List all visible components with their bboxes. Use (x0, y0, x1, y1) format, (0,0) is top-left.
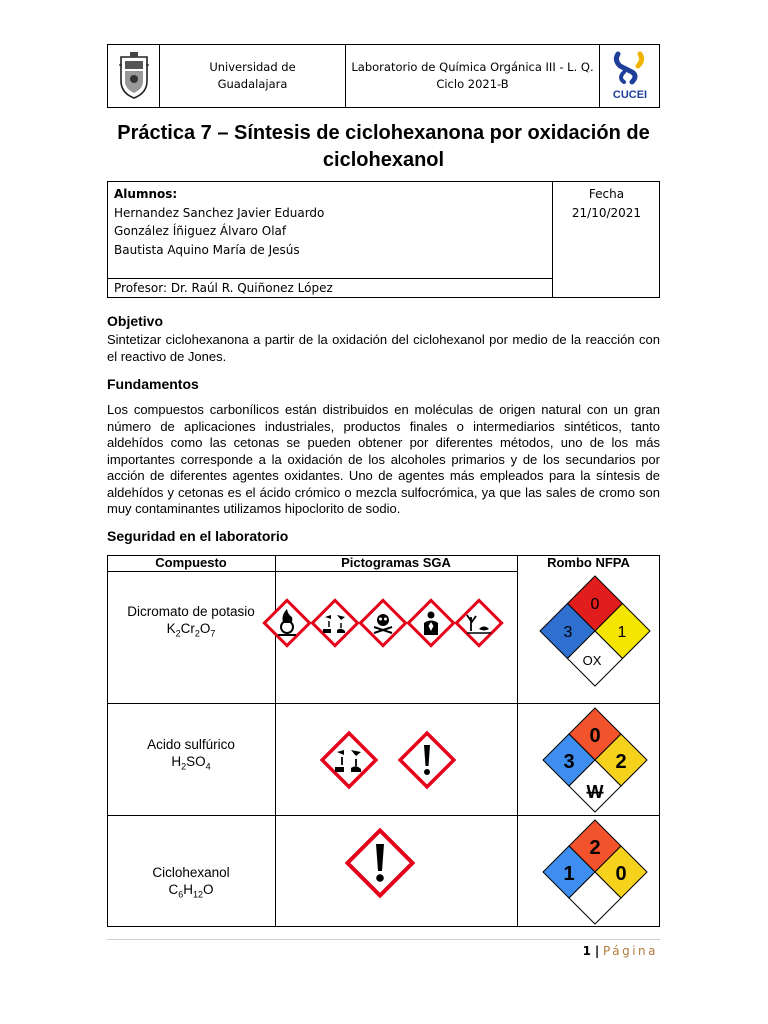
footer-separator: | (594, 944, 600, 958)
nfpa-diamond-row-1 (539, 575, 651, 687)
university-seal-logo (108, 45, 160, 107)
student-name: González Íñiguez Álvaro Olaf (114, 224, 287, 238)
date-label: Fecha (588, 187, 625, 201)
ghs-pictograms-row-2 (312, 730, 472, 790)
skull-icon (360, 600, 405, 645)
compound-formula: $H_2SO_4$ (171, 754, 211, 772)
student-info-box (107, 181, 660, 298)
compound-formula: $C_6H_{12}O$ (168, 882, 214, 900)
course-name: Laboratorio de Química Orgánica III - L. Q. Ciclo 2021-B (346, 45, 600, 107)
university-name: Universidad de Guadalajara (160, 45, 346, 107)
environment-icon (456, 600, 501, 645)
safety-heading: Seguridad en el laboratorio (107, 528, 289, 544)
page-title: Práctica 7 – Síntesis de ciclohexanona por oxidación de ciclohexanol (117, 122, 650, 171)
nfpa-reactivity: 2 (615, 751, 627, 773)
objective-heading: Objetivo (107, 313, 164, 329)
nfpa-diamond-row-2 (539, 707, 651, 813)
nfpa-flammability: 0 (590, 596, 600, 613)
nfpa-special: W (586, 782, 604, 802)
nfpa-health: 3 (563, 751, 575, 773)
fundamentals-heading: Fundamentos (107, 376, 199, 392)
nfpa-diamond-row-3 (539, 819, 651, 925)
col-header-nfpa: Rombo NFPA (547, 555, 630, 570)
ghs-pictograms-row-3 (344, 827, 416, 899)
exclamation-icon (400, 733, 454, 787)
cucei-logo (600, 45, 659, 107)
objective-text: Sintetizar ciclohexanona a partir de la oxidación del ciclohexanol por medio de la reacción con el reactivo de Jones. (107, 332, 660, 364)
students-cell (108, 182, 553, 278)
nfpa-special: OX (582, 653, 602, 668)
compound-cell: Ciclohexanol $C_6H_{12}O$ (107, 864, 275, 904)
corrosion-icon (312, 600, 357, 645)
compound-cell: Dicromato de potasio $K_2Cr_2O_7$ (107, 603, 275, 643)
page-footer (583, 944, 658, 958)
student-name: Hernandez Sanchez Javier Eduardo (114, 205, 325, 220)
students-label: Alumnos: (114, 187, 178, 201)
fundamentals-text: Los compuestos carbonílicos están distribuidos en moléculas de origen natural con un gran número de aplicaciones industriales, productos finales o intermediarios sintéticos, tanto aldehídos como las cetonas se pueden obtener por diferentes métodos, uno de los más importantes corresponde a la oxidación de los alcoholes primarios y de los secundarios por acción de diferentes agentes oxidantes. Uno de agentes más empleados para la síntesis de aldehídos y cetonas es el ácido crómico o mezcla sulfocrómica, ya que las sales de cromo son muy contaminantes utilizamos hipoclorito de sodio. (107, 402, 660, 516)
compound-formula: $K_2Cr_2O_7$ (166, 621, 216, 639)
nfpa-flammability: 2 (589, 837, 601, 859)
header-table (107, 44, 660, 108)
nfpa-reactivity: 0 (615, 863, 627, 885)
professor-name: Profesor: Dr. Raúl R. Quiñonez López (108, 278, 553, 297)
date-value: 21/10/2021 (571, 205, 642, 220)
page-label: Página (603, 944, 658, 958)
date-cell (553, 182, 660, 222)
student-name: Bautista Aquino María de Jesús (114, 242, 300, 257)
col-header-compound: Compuesto (155, 555, 227, 570)
ghs-pictograms-row-1 (257, 597, 507, 649)
nfpa-health: 3 (563, 624, 573, 641)
col-header-pictograms: Pictogramas SGA (341, 555, 451, 570)
safety-table (107, 555, 660, 927)
exclamation-icon (347, 830, 412, 895)
nfpa-reactivity: 1 (617, 624, 627, 641)
compound-cell: Acido sulfúrico $H_2SO_4$ (107, 736, 275, 776)
nfpa-health: 1 (563, 863, 575, 885)
corrosion-icon (322, 733, 376, 787)
flame-over-circle-icon (264, 600, 309, 645)
svg-text:CUCEI: CUCEI (612, 89, 647, 101)
nfpa-flammability: 0 (589, 725, 601, 747)
health-hazard-icon (408, 600, 453, 645)
page-number: 1 (582, 944, 591, 958)
